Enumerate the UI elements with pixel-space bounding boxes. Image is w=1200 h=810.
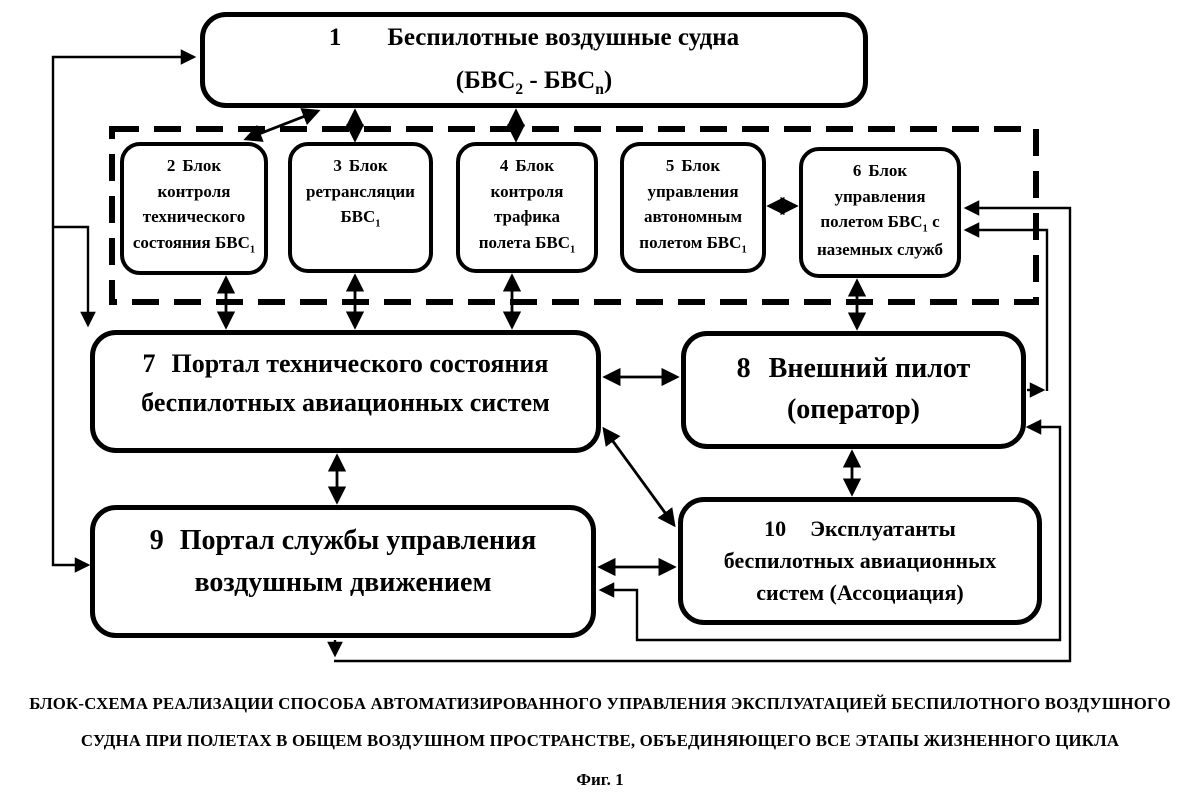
block-8-line1: 8 Внешний пилот — [736, 353, 971, 385]
block-5-label: Блок управления автономным полетом БВС — [639, 156, 743, 252]
block-4-label: Блок контроля трафика полета БВС — [478, 156, 571, 252]
block-9-line2: воздушным движением — [194, 567, 492, 598]
block-1-title-text: Беспилотные воздушные судна — [387, 24, 740, 52]
block-4-flight-traffic-monitoring — [456, 142, 598, 273]
block-6-label-tail: с наземных служб — [816, 212, 944, 260]
range-pre: (БВС — [455, 66, 516, 94]
block-number: 4 — [499, 156, 509, 175]
bvs-subscript: 1 — [249, 243, 256, 255]
arrow-1-2 — [246, 111, 318, 139]
block-number: 10 — [764, 516, 787, 542]
block-8-external-pilot — [681, 331, 1026, 449]
block-1-unmanned-aircraft — [200, 12, 868, 108]
block-number: 5 — [665, 156, 675, 175]
block-number: 1 — [328, 24, 342, 52]
block-10-line3: систем (Ассоциация) — [756, 579, 964, 605]
bvs-subscript: 1 — [375, 218, 381, 230]
figure-caption — [4, 686, 1196, 760]
block-7-line1: 7 Портал технического состояния — [142, 349, 549, 378]
block-3-label: Блок ретрансляции БВС — [306, 156, 415, 226]
block-number: 9 — [149, 525, 164, 556]
range-sub2: n — [595, 80, 604, 98]
block-9-air-traffic-management-portal — [90, 505, 596, 638]
block-5-autonomous-flight-control — [620, 142, 766, 273]
block-7-line2: беспилотных авиационных систем — [141, 388, 550, 417]
arrow-7-10 — [604, 429, 674, 525]
block-10-uas-operators-association — [678, 497, 1042, 625]
block-number: 8 — [736, 353, 751, 385]
block-10-line2: беспилотных авиационных — [723, 548, 997, 574]
block-6-ground-services-flight-control — [799, 147, 961, 278]
block-3-relay — [288, 142, 433, 273]
bvs-subscript: 1 — [741, 243, 747, 255]
block-2-technical-condition-monitoring — [120, 142, 268, 275]
range-sub1: 2 — [515, 80, 524, 98]
bvs-subscript: 1 — [922, 223, 928, 235]
caption-line-2: СУДНА ПРИ ПОЛЕТАХ В ОБЩЕМ ВОЗДУШНОМ ПРОСТРАНСТВЕ, ОБЪЕДИНЯЮЩЕГО ВСЕ ЭТАПЫ ЖИЗНЕННОГО ЦИКЛА — [80, 730, 1120, 750]
block-2-label: Блок контроля технического состояния БВС — [132, 156, 250, 252]
block-number: 7 — [142, 349, 156, 378]
bvs-subscript: 1 — [570, 243, 576, 255]
block-9-line1: 9 Портал службы управления — [149, 525, 537, 556]
block-number: 2 — [166, 156, 176, 175]
block-number: 3 — [333, 156, 342, 175]
block-1-range — [205, 60, 863, 103]
arrow-9-1-trunk — [53, 57, 194, 565]
range-mid: - БВС — [523, 66, 596, 94]
block-number: 6 — [852, 161, 862, 180]
figure-label: Фиг. 1 — [576, 770, 624, 789]
block-8-line2: (оператор) — [786, 394, 920, 425]
caption-line-1: БЛОК-СХЕМА РЕАЛИЗАЦИИ СПОСОБА АВТОМАТИЗИРОВАННОГО УПРАВЛЕНИЯ ЭКСПЛУАТАЦИЕЙ БЕСПИЛОТНОГО ВОЗДУШНОГО — [29, 694, 1171, 713]
block-10-line1: 10 Эксплуатанты — [764, 516, 956, 542]
block-6-label: Блок управления полетом БВС — [820, 161, 926, 231]
range-post: ) — [603, 66, 613, 94]
arrow-trunk-7-branch — [53, 227, 88, 325]
block-7-technical-condition-portal — [90, 330, 601, 453]
block-1-title — [205, 17, 863, 60]
